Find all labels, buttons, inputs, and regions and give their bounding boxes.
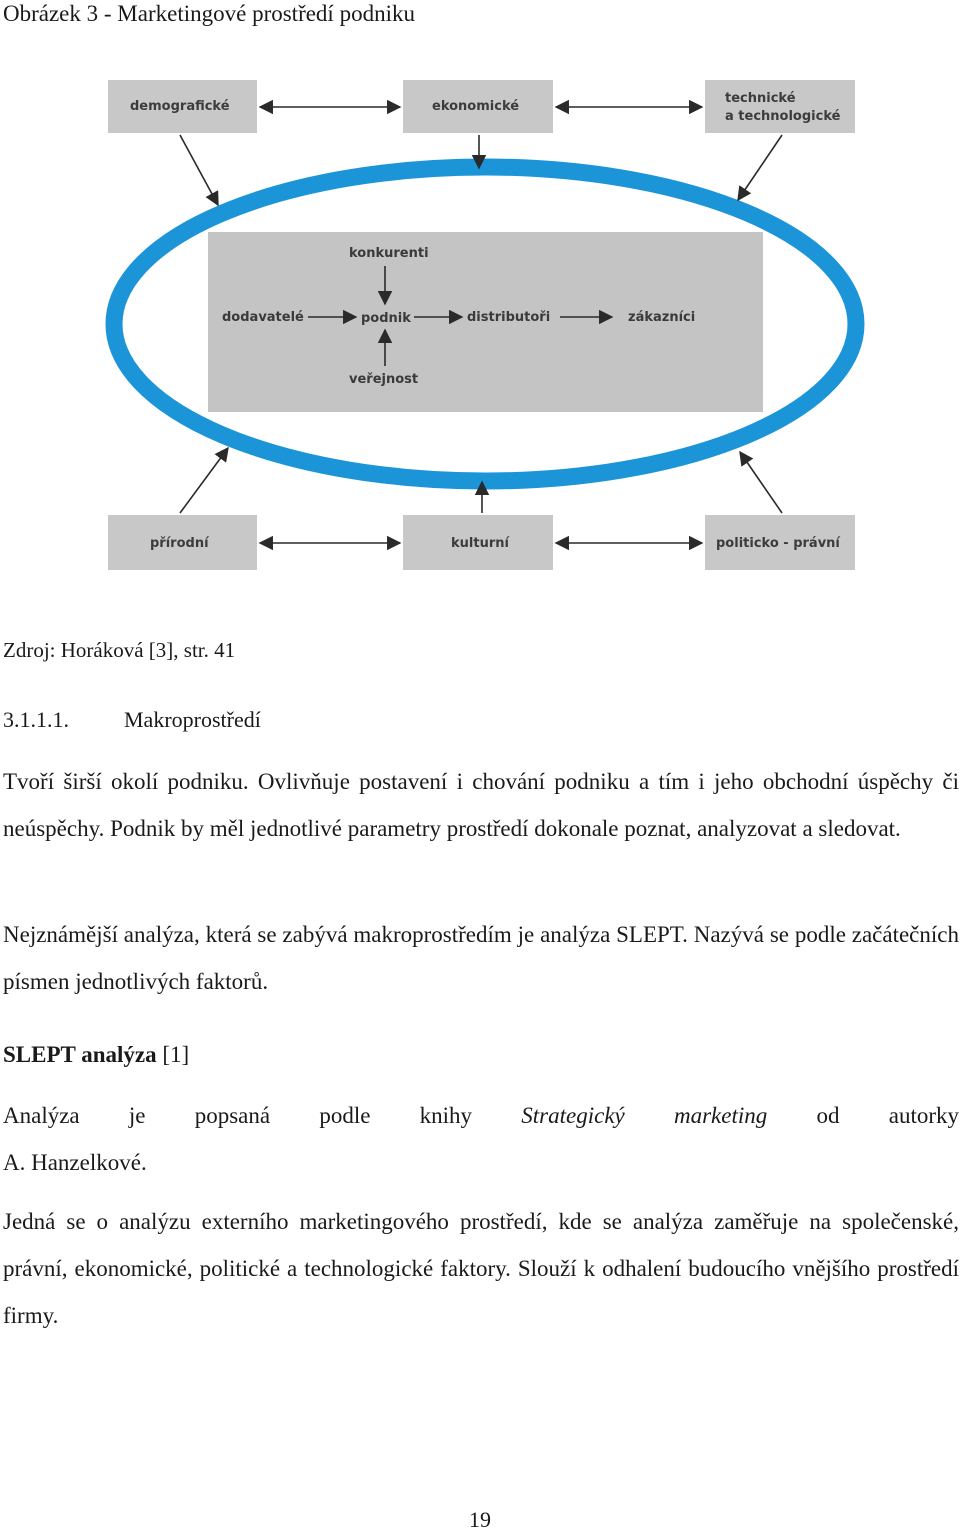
paragraph-slept-heading bbox=[3, 1031, 959, 1078]
label-distributori: distributoři bbox=[467, 310, 551, 325]
label-demograficke: demografické bbox=[130, 99, 230, 114]
paragraph-1: Tvoří širší okolí podniku. Ovlivňuje postavení i chování podniku a tím i jeho obchodní úspěchy či neúspěchy. Podnik by měl jednotlivé parametry prostředí dokonale poznat, analyzovat a sledovat. bbox=[3, 769, 959, 841]
label-podnik: podnik bbox=[361, 311, 411, 326]
slept-title: SLEPT analýza bbox=[3, 1042, 157, 1067]
label-verejnost: veřejnost bbox=[349, 372, 419, 387]
figure-source: Zdroj: Horáková [3], str. 41 bbox=[3, 638, 236, 662]
label-politicko-pravni: politicko - právní bbox=[716, 536, 840, 551]
p4-text-pre: Analýza je popsaná podle knihy bbox=[3, 1103, 522, 1128]
label-prirodni: přírodní bbox=[150, 536, 209, 551]
paragraph-2: Nejznámější analýza, která se zabývá makroprostředím je analýza SLEPT. Nazývá se podle začátečních písmen jednotlivých faktorů. bbox=[3, 922, 959, 994]
p4-text-post: od autorky bbox=[767, 1103, 959, 1128]
paragraph-4-line-2: A. Hanzelkové. bbox=[3, 1150, 147, 1175]
figure-caption: Obrázek 3 - Marketingové prostředí podniku bbox=[3, 1, 415, 26]
label-technicke-1: technické bbox=[725, 91, 796, 106]
label-kulturni: kulturní bbox=[451, 536, 509, 551]
arrow-demograficke-to-ring bbox=[180, 135, 218, 205]
section-heading bbox=[3, 705, 261, 735]
book-title: Strategický marketing bbox=[521, 1103, 768, 1128]
box-technicke bbox=[705, 80, 855, 133]
section-title: Makroprostředí bbox=[124, 707, 261, 732]
slept-reference: [1] bbox=[156, 1042, 190, 1067]
paragraph-5: Jedná se o analýzu externího marketingového prostředí, kde se analýza zaměřuje na společenské, právní, ekonomické, politické a technologické faktory. Slouží k odhalení budoucího vnějšího prostředí firmy. bbox=[3, 1209, 959, 1328]
section-number: 3.1.1.1. bbox=[3, 707, 69, 732]
marketing-environment-diagram bbox=[0, 60, 960, 600]
arrow-prirodni-to-ring bbox=[180, 448, 228, 513]
label-dodavatele: dodavatelé bbox=[222, 310, 304, 325]
label-zakaznici: zákazníci bbox=[628, 310, 696, 325]
paragraph-4 bbox=[3, 1092, 959, 1186]
label-ekonomicke: ekonomické bbox=[432, 99, 520, 114]
label-konkurenti: konkurenti bbox=[349, 246, 429, 261]
page-number: 19 bbox=[469, 1507, 491, 1532]
arrow-politicko-to-ring bbox=[740, 452, 782, 513]
paragraph-4-line-1 bbox=[3, 1092, 959, 1139]
arrow-technicke-to-ring bbox=[738, 135, 782, 200]
label-technicke-2: a technologické bbox=[725, 109, 841, 124]
